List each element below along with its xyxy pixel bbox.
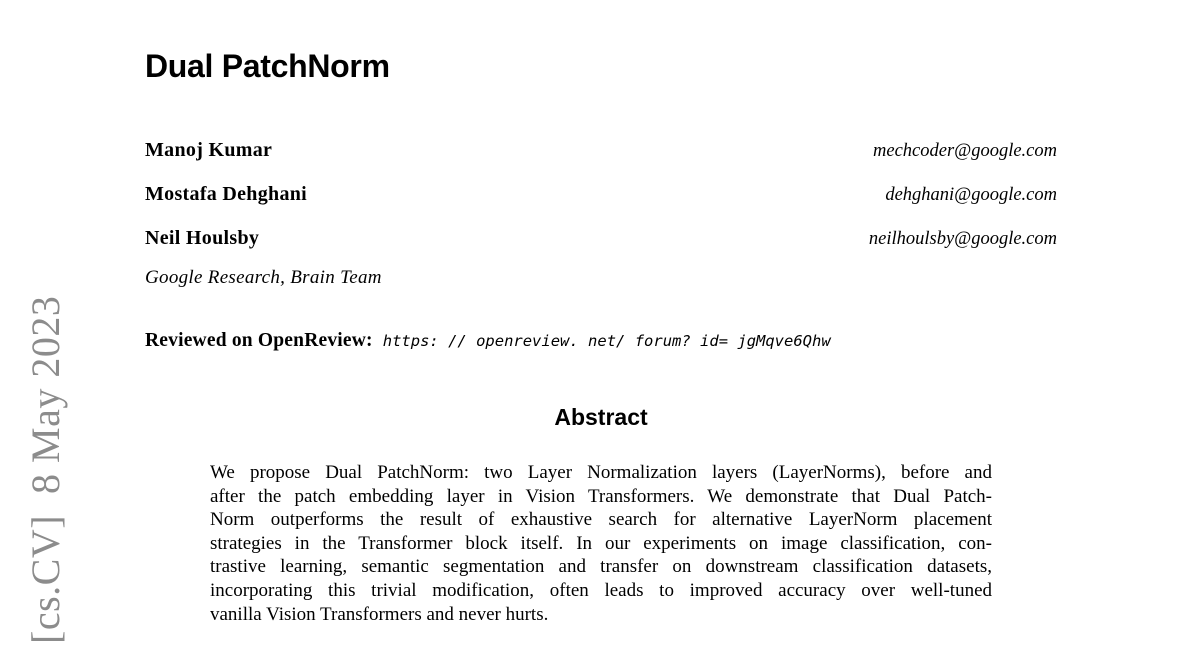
abstract-line: trastive learning, semantic segmentation and transfer on downstream classification datasets,	[210, 556, 992, 578]
abstract-line: strategies in the Transformer block itself. In our experiments on image classification, con-	[210, 532, 992, 554]
author-name: Neil Houlsby	[145, 227, 260, 249]
abstract-line: vanilla Vision Transformers and never hurts.	[210, 603, 549, 625]
author-email: neilhoulsby@google.com	[868, 229, 1057, 249]
abstract-text	[210, 461, 992, 626]
arxiv-category-date-stamp: [cs.CV] 8 May 2023	[23, 295, 68, 644]
author-row	[145, 227, 1057, 250]
abstract-heading: Abstract	[554, 404, 648, 430]
author-row	[145, 183, 1057, 206]
affiliation: Google Research, Brain Team	[145, 267, 382, 288]
author-name: Mostafa Dehghani	[145, 183, 308, 205]
author-email: mechcoder@google.com	[873, 141, 1057, 161]
author-email: dehghani@google.com	[885, 185, 1057, 205]
openreview-url-link[interactable]: https: // openreview. net/ forum? id= jgMqve6Qhw	[382, 332, 831, 350]
abstract-line: Norm outperforms the result of exhaustive search for alternative LayerNorm placement	[210, 509, 992, 531]
paper-content	[145, 0, 1057, 648]
openreview-line	[145, 330, 831, 352]
author-name: Manoj Kumar	[145, 139, 273, 161]
openreview-label: Reviewed on OpenReview:	[145, 330, 373, 351]
abstract-line: We propose Dual PatchNorm: two Layer Normalization layers (LayerNorms), before and	[210, 462, 992, 483]
abstract-line: incorporating this trivial modification, often leads to improved accuracy over well-tuned	[210, 579, 992, 601]
author-row	[145, 139, 1057, 162]
paper-title: Dual PatchNorm	[145, 48, 390, 84]
abstract-line: after the patch embedding layer in Vision Transformers. We demonstrate that Dual Patch-	[210, 485, 992, 507]
